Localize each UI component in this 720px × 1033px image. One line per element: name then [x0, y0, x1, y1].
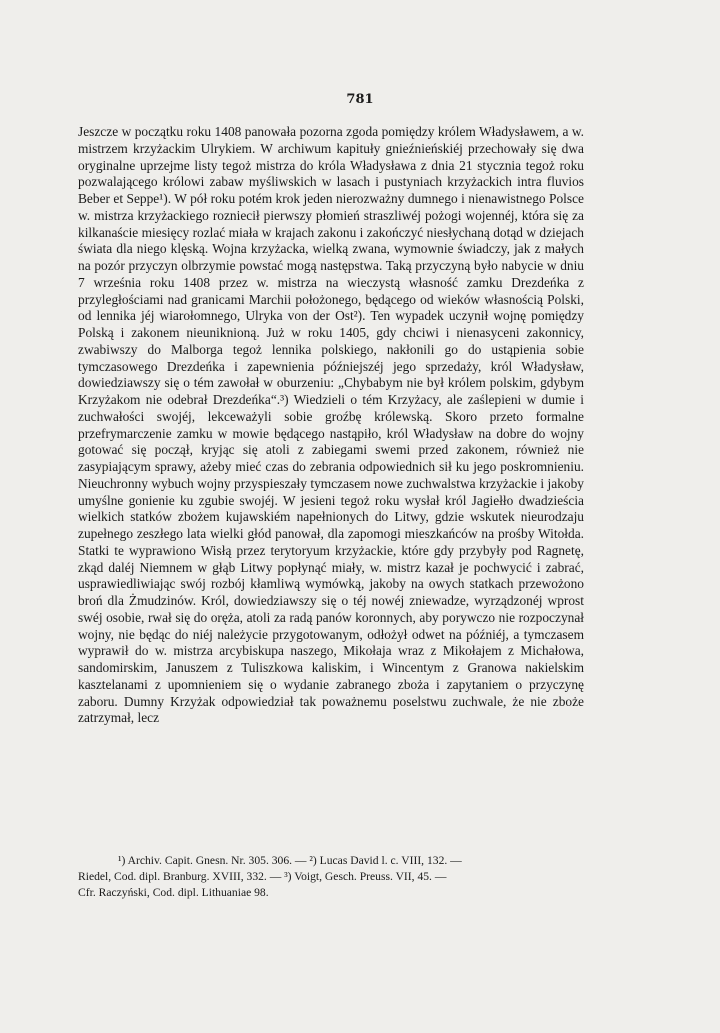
- body-paragraph: Jeszcze w początku roku 1408 panowała pozorna zgoda pomiędzy królem Władysławem, a w. mistrzem krzyżackim Ulrykiem. W archiwum kapituły gnieźnieńskiéj przechowały się dwa oryginalne uprzejme listy tegoż mistrza do króla Władysława z dnia 21 stycznia tegoż roku pozwalającego królowi zabaw myśliwskich w lasach i pustyniach krzyżackich intra fluvios Beber et Seppe¹). W pół roku potém krok jeden nierozważny dumnego i nienawistnego Polsce w. mistrza krzyżackiego rozniecił pierwszy płomień straszliwéj pożogi wojennéj, która się za kilkanaście miesięcy rozlać miała w krajach zakonu i zakończyć niesłychaną dotąd w dziejach świata dla niego klęską. Wojna krzyżacka, wielką zwana, wymownie świadczy, jak z małych na pozór przyczyn olbrzymie powstać mogą następstwa. Taką przyczyną było nabycie w dniu 7 września roku 1408 przez w. mistrza na wieczystą własność zamku Drezdeńka z przyległościami nad granicami Marchii położonego, będącego od wieków własnością Polski, od lennika jéj wiarołomnego, Ulryka von der Ost²). Ten wypadek uczynił wojnę pomiędzy Polską i zakonem nieuniknioną. Już w roku 1405, gdy chciwi i nienasyceni zakonnicy, zwabiwszy do Malborga tegoż lennika polskiego, nakłonili go do ustąpienia sobie tymczasowego Drezdeńka i zapewnienia późniejszéj jego sprzedaży, król Władysław, dowiedziawszy się o tém zawołał w oburzeniu: „Chybabym nie był królem polskim, gdybym Krzyżakom nie odebrał Drezdeńka“.³) Wiedzieli o tém Krzyżacy, ale zaślepieni w dumie i zuchwałości swojéj, lekceważyli sobie groźbę królewską. Skoro przeto formalne przefrymarczenie zamku w mowie będącego nastąpiło, król Władysław na dobre do wojny gotować się począł, kryjąc się atoli z zabiegami swemi przed zakonem, również nie zasypiającym sprawy, ażeby mieć czas do zebrania odpowiednich sił ku jego poskromnieniu. Nieuchronny wybuch wojny przyspieszały tymczasem nowe zuchwalstwa krzyżackie i jakoby umyślne gonienie ku zgubie swojéj. W jesieni tegoż roku wysłał król Jagiełło dwadzieścia wielkich statków zbożem kujawskiém napełnionych do Litwy, gdzie wskutek nieurodzaju zupełnego zeszłego lata wielki głód panował, dla zapomogi mieszkańców na prośby Witołda. Statki te wyprawiono Wisłą przez terytoryum krzyżackie, które gdy przybyły pod Ragnetę, zkąd daléj Niemnem w głąb Litwy popłynąć miały, w. mistrz kazał je pochwycić i zabrać, usprawiedliwiając swój rozbój kłamliwą wymówką, jakoby na owych statkach przewożono broń dla Żmudzinów. Król, dowiedziawszy się o téj nowéj zniewadze, wyrządzonéj wprost swéj osobie, rwał się do oręża, atoli za radą panów koronnych, aby porywczo nie rozpoczynał wojny, nie będąc do niéj należycie przygotowanym, odłożył odwet na późniéj, a tymczasem wyprawił do w. mistrza arcybiskupa naszego, Mikołaja wraz z Mikołajem z Michałowa, sandomirskim, Januszem z Tuliszkowa kaliskim, i Wincentym z Granowa nakielskim kasztelanami z upomnieniem się o wydanie zabranego zboża i zapytaniem o przyczynę zaboru. Dumny Krzyżak odpowiedział tak poważnemu poselstwu zuchwale, że nie zboże zatrzymał, lecz: [78, 124, 584, 726]
- footnote-line: Cfr. Raczyński, Cod. dipl. Lithuaniae 98.: [78, 886, 269, 899]
- page-number: 781: [346, 92, 374, 107]
- footnote-line: ¹) Archiv. Capit. Gnesn. Nr. 305. 306. — ²) Lucas David l. c. VIII, 132. —: [118, 854, 462, 867]
- footnotes: [78, 853, 584, 901]
- footnote-line: Riedel, Cod. dipl. Branburg. XVIII, 332. — ³) Voigt, Gesch. Preuss. VII, 45. —: [78, 870, 447, 883]
